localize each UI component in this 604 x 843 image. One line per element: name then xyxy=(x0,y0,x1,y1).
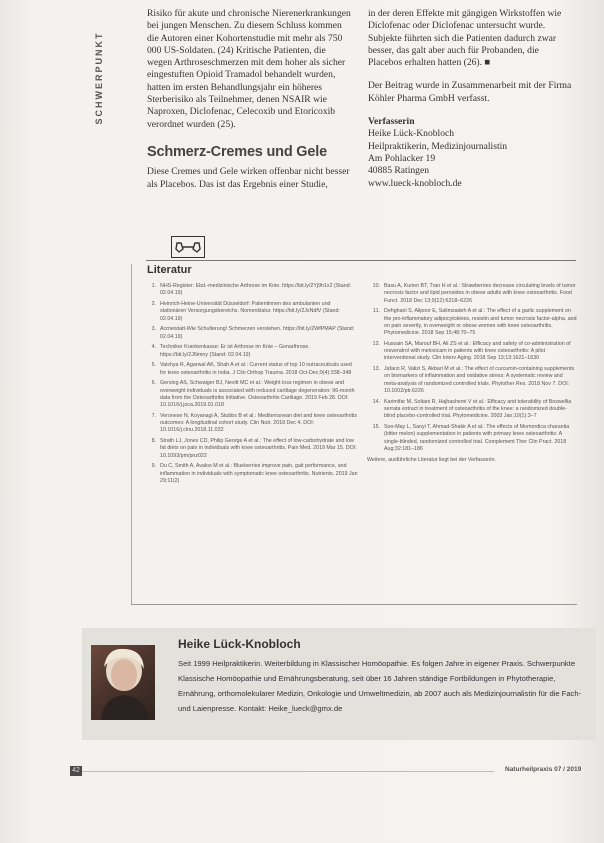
reference-item xyxy=(143,301,358,323)
address-label: Verfasserin xyxy=(368,116,415,128)
section-label: SCHWERPUNKT xyxy=(94,31,104,125)
reference-number: 1. xyxy=(151,283,156,289)
reference-text: Soo-May L, Sanyi T, Ahmad-Shakir A et al.: The effects of Momordica charantia (bitter melon) supplementation in patients with primary knee osteoarthritis: A single-blinded, randomized controlled trial. Complement Ther Clin Pract. 2018 Aug;32:181–186 xyxy=(384,424,570,452)
reference-number: 9. xyxy=(151,463,156,470)
section-body: Diese Cremes und Gele wirken offenbar nicht besser als Placebos. Das ist das Ergebnis einer Studie, xyxy=(147,166,350,190)
reference-item xyxy=(367,366,577,395)
reference-text: Vaishya R, Agarwal AK, Shah A et al.: Current status of top 10 nutraceuticals used for knee osteoarthritis in India. J Clin Orthop Trauma. 2018 Oct-Dec;9(4):338–348 xyxy=(160,362,352,376)
section-heading: Schmerz-Cremes und Gele xyxy=(147,143,327,160)
reference-number: 6. xyxy=(151,380,156,387)
reference-list-right xyxy=(367,283,577,464)
reference-number: 5. xyxy=(151,362,156,369)
page-number: 42 xyxy=(70,766,82,776)
reference-text: Karimifar M, Soltani R, Hajhashemi V et al.: Efficacy and tolerability of Boswellia serrata extract in treatment of osteoarthritis of the knee: a randomized double-blind placebo-controlled trial. Phytomedicine. 2003 Jan;10(1):3–7 xyxy=(384,398,572,420)
reference-item xyxy=(367,341,577,363)
address-city: 40885 Ratingen xyxy=(368,165,430,177)
reference-text: Hussain SA, Marouf BH, Ali ZS et al.: Efficacy and safety of co-administration of resveratrol with meloxicam in patients with knee osteoarthritis: A pilot interventional study. Clin Interv Aging. 2018 Sep 13;13:1621–1630 xyxy=(384,340,571,362)
address-website[interactable]: www.lueck-knobloch.de xyxy=(368,177,462,189)
reference-item xyxy=(367,283,577,305)
reference-text: Arzneistatt-Wie Schulterung! Schmerzen verstehen. https://bit.ly/2WfPMAP (Stand: 02.04.19) xyxy=(160,326,355,340)
address-title: Heilpraktikerin, Medizinjournalistin xyxy=(368,140,508,152)
glasses-icon xyxy=(171,236,205,258)
reference-text: Veronese N, Koyanagi A, Stubbs B et al.: Mediterranean diet and knee osteoarthritis outcomes: A longitudinal cohort study. Clin Nutr. 2018 Dec 4. DOI: 10.1016/j.clnu.2018.11.032 xyxy=(160,412,357,434)
reference-number: 12. xyxy=(372,340,380,347)
reference-item xyxy=(143,413,358,435)
address-street: Am Pohlacker 19 xyxy=(368,152,436,164)
author-bio: Seit 1999 Heilpraktikerin. Weiterbildung in Klassischer Homöopathie. Es folgen Jahre in eigener Praxis. Schwerpunkte Klassische Homöopathie und Ernährungsberatung, seit über 16 Jahren ständige Fortbildungen in Phytotherapie, Ernährung, orthomolekularer Medizin, Onkologie und Umweltmedizin, ab 2007 auch als Medizinjournalistin für die Fach- und Laienpresse. Kontakt: Heike_lueck@gmx.de xyxy=(178,659,582,713)
reference-item xyxy=(143,344,358,359)
reference-item xyxy=(143,438,358,460)
reference-item xyxy=(367,424,577,453)
reference-number: 2. xyxy=(151,300,156,307)
reference-number: 7. xyxy=(151,412,156,419)
right-text-column xyxy=(368,8,573,190)
reference-text: Du C, Smith A, Avalos M et al.: Blueberries improve pain, gait performance, and inflammation in individuals with symptomatic knee osteoarthritis. Nutrients. 2019 Jan 29;11(2) xyxy=(160,463,358,484)
continuation-paragraph: in der deren Effekte mit gängigen Wirkstoffen wie Diclofenac oder Diclofenac untersucht wurde. Subjekte führten sich die Patienten dadurch zwar besser, das galt aber auch für Probanden, die Placebos erhalten hatten (26). ■ xyxy=(368,8,562,69)
literature-divider xyxy=(146,260,576,261)
reference-text: Dehghani S, Alipoor E, Salimzadeh A et al.: The effect of a garlic supplement on the pro-inflammatory adipocytokines, resistin and tumor necrosis factor-alpha, and on pain severity, in overweight or obese women with knee osteoarthritis. Phytomedicine. 2018 Sep 15;48:70–75 xyxy=(384,308,577,337)
literature-heading: Literatur xyxy=(147,264,192,276)
reference-text: Techniker Krankenkasse: Er ist Arthrose im Knie – Gonarthrose. https://bit.ly/2J6imny (Stand: 02.04.19) xyxy=(160,344,310,358)
left-text-column xyxy=(147,8,352,191)
author-name: Heike Lück-Knobloch xyxy=(178,637,301,651)
reference-number: 10. xyxy=(372,283,380,289)
reference-list-left xyxy=(143,283,358,489)
reference-number: 15. xyxy=(372,424,380,430)
reference-number: 4. xyxy=(151,344,156,351)
reference-text: Jafarzi R, Valizi S, Akbari M et al.: The effect of curcumin-containing supplements on biomarkers of inflammation and oxidative stress: A systematic review and meta-analysis of randomized controlled trials. Phytother Res. 2018 Nov 7. DOI: 10.1002/ptr.6226 xyxy=(384,366,575,395)
reference-item xyxy=(367,308,577,337)
reference-text: NHS-Register: Ebd.-medizinische Arthrose im Knie. https://bit.ly/2Yj9h1x2 (Stand: 02.04.19) xyxy=(160,283,352,297)
reference-item xyxy=(143,463,358,485)
reference-item xyxy=(143,283,358,298)
reference-number: 14. xyxy=(372,398,380,405)
footer-divider xyxy=(82,771,494,772)
reference-text: Heinrich-Heine-Universität Düsseldorf: Patientinnen des ambulanten und stationären Versorgungsbereichs. Nomenklatur. https://bit.ly/2JsNdfV (Stand: 02.04.19) xyxy=(160,300,340,322)
address-name: Heike Lück-Knobloch xyxy=(368,128,455,140)
reference-item xyxy=(367,399,577,421)
reference-text: Strath LJ, Jones CD, Philip George A et al.: The effect of low-carbohydrate and low fat diets on pain in individuals with knee osteoarthritis. Pain Med. 2019 Mar 15. DOI: 10.1093/pm/pnz022 xyxy=(160,438,357,459)
reference-number: 3. xyxy=(151,326,156,333)
reference-item xyxy=(143,362,358,377)
reference-text: Gersing AS, Schwaiger BJ, Nevitt MC et al.: Weight loss regimen in obese and overweight individuals is associated with reduced cartilage degeneration: 96-month data from the Osteoarthritis Initiative. Osteoarthritis Cartilage. 2019 Feb 28. DOI: 10.1016/j.joca.2019.01.018 xyxy=(160,380,355,409)
author-photo xyxy=(91,645,155,720)
reference-number: 8. xyxy=(151,438,156,445)
journal-footer: Naturheilpraxis 07 / 2019 xyxy=(505,766,582,773)
reference-item xyxy=(143,380,358,409)
section-divider xyxy=(131,604,577,605)
reference-number: 13. xyxy=(372,366,380,373)
intro-paragraph: Risiko für akute und chronische Nierenerkrankungen bei jungen Menschen. Zu diesem Schluss kommen die Autoren einer Kohortenstudie mit mehr als 750 000 US-Soldaten. (24) Kritische Patienten, die wegen Arthroseschmerzen mit dem hoher als sicher eingestuften Opioid Tramadol behandelt wurden, hatten im ersten Behandlungsjahr ein höheres Sterberisiko als Teilnehmer, denen NSAIR wie Naproxen, Diclofenac, Celecoxib und Etoricoxib verordnet wurden (25). xyxy=(147,8,351,130)
reference-text: Basu A, Kurien BT, Tran H et al.: Strawberries decrease circulating levels of tumor necrosis factor and lipid peroxides in obese adults with knee osteoarthritis. Food Funct. 2018 Dec 13;9(12):6218–6226 xyxy=(384,283,576,304)
references-note: Weitere, ausführliche Literatur liegt bei der Verfasserin. xyxy=(367,456,496,463)
cooperation-note: Der Beitrag wurde in Zusammenarbeit mit der Firma Köhler Pharma GmbH verfasst. xyxy=(368,80,572,104)
column-bracket xyxy=(131,264,135,604)
reference-number: 11. xyxy=(373,308,380,315)
reference-item xyxy=(143,326,358,341)
